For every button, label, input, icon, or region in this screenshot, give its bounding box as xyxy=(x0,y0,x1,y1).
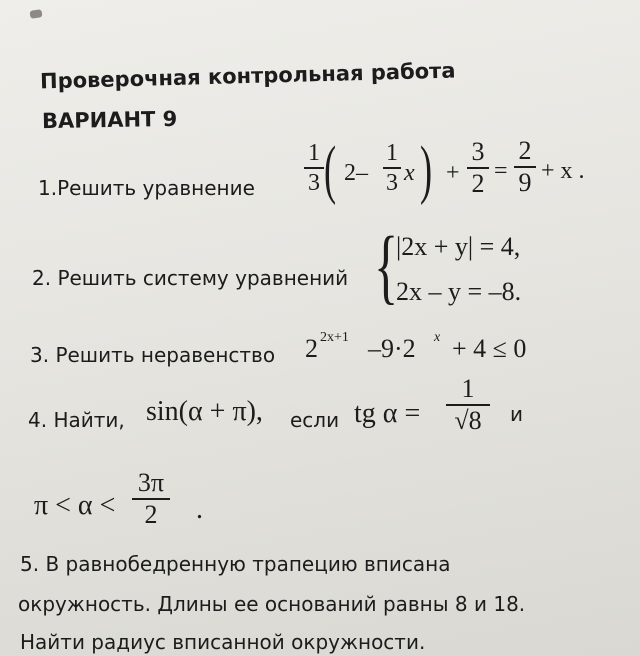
task-2-label: 2. Решить систему уравнений xyxy=(32,266,349,290)
left-paren: ( xyxy=(324,133,337,206)
system-brace: { xyxy=(374,220,399,313)
system-equation-1: |2x + y| = 4, xyxy=(396,232,521,261)
term-plus-x: + x . xyxy=(541,158,585,184)
exponent: 2x+1 xyxy=(320,330,349,345)
fraction-numerator: 1 xyxy=(308,140,320,166)
worksheet-title: Проверочная контрольная работа xyxy=(39,58,456,94)
tangent-expression: tg α = xyxy=(354,398,421,429)
period: . xyxy=(196,494,203,525)
plus-sign: + xyxy=(446,160,460,186)
term-nine-power: –9·2 xyxy=(368,334,416,363)
fraction-numerator: 1 xyxy=(461,374,475,403)
task-3-label: 3. Решить неравенство xyxy=(30,343,276,367)
fraction-numerator: 3 xyxy=(471,137,485,166)
fraction-three-halves xyxy=(467,139,489,197)
fraction-denominator: 3 xyxy=(386,170,398,196)
fraction-bar xyxy=(304,167,324,169)
fraction-denominator: 2 xyxy=(471,169,485,198)
word-i: и xyxy=(510,402,523,426)
inequality-tail: + 4 ≤ 0 xyxy=(452,334,527,363)
fraction-one-third xyxy=(304,141,324,195)
term-two-minus: 2– xyxy=(344,160,368,186)
system-equation-2: 2x – y = –8. xyxy=(396,277,522,306)
fraction-bar xyxy=(383,167,401,169)
fraction-numerator: 2 xyxy=(518,136,532,165)
fraction-denominator: √8 xyxy=(454,406,482,435)
fraction-denominator: 3 xyxy=(308,170,320,196)
task-1-label: 1.Решить уравнение xyxy=(38,176,255,200)
fraction-denominator: 9 xyxy=(518,168,532,197)
task-5-line-2: окружность. Длины ее оснований равны 8 и 18. xyxy=(18,592,526,616)
alpha-range: π < α < xyxy=(34,490,116,521)
equals-sign: = xyxy=(494,158,508,184)
right-paren: ) xyxy=(420,133,433,206)
exponent-x: x xyxy=(434,330,441,345)
variable-x: x xyxy=(404,160,415,186)
fraction-two-ninths xyxy=(514,138,536,196)
fraction-denominator: 2 xyxy=(144,500,158,529)
fraction-numerator: 1 xyxy=(386,140,398,166)
fraction-one-third-inner xyxy=(383,141,401,195)
sine-expression: sin(α + π), xyxy=(146,396,263,427)
fraction-one-over-root8 xyxy=(446,376,490,434)
power-base: 2 xyxy=(305,334,318,363)
fraction-numerator: 3π xyxy=(137,468,165,497)
fraction-three-pi-halves xyxy=(132,470,170,528)
variant-heading: ВАРИАНТ 9 xyxy=(41,106,178,134)
task-4-label: 4. Найти, xyxy=(28,408,125,432)
word-esli: если xyxy=(290,408,340,432)
task-5-line-3: Найти радиус вписанной окружности. xyxy=(20,630,426,654)
task-5-line-1: 5. В равнобедренную трапецию вписана xyxy=(20,552,451,576)
